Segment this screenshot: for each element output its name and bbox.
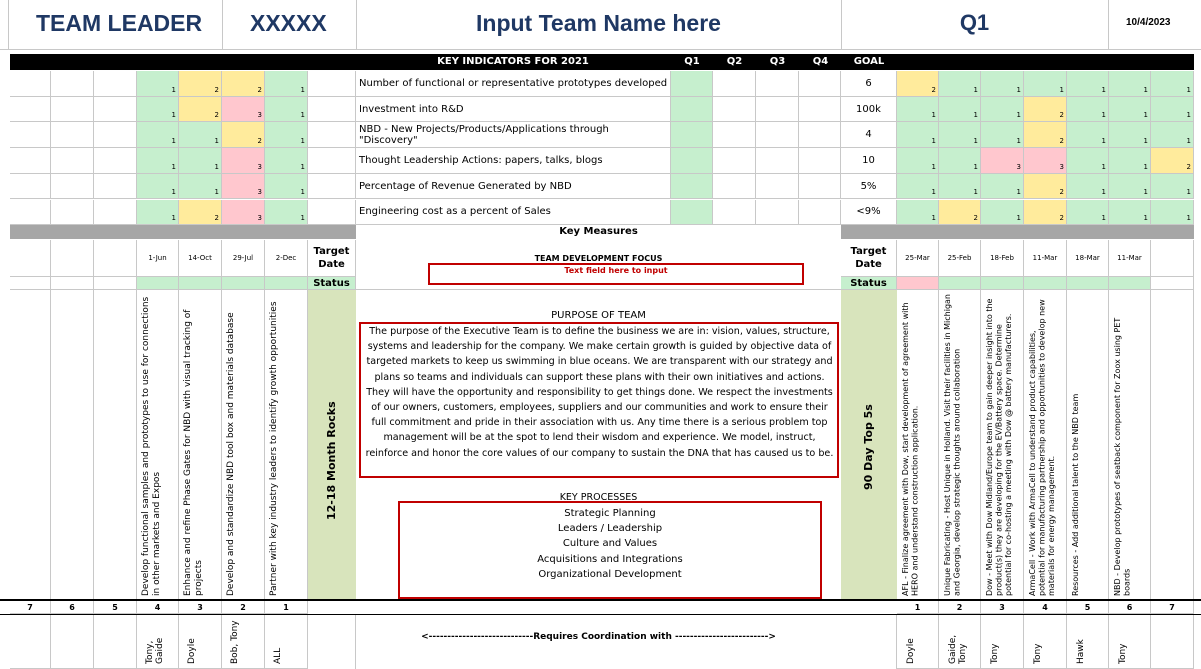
kpi-quarter-cell[interactable] <box>756 148 799 174</box>
kpi-right-cell[interactable]: 1 <box>1151 200 1194 226</box>
left-owner-text[interactable]: Bob, Tony <box>230 620 240 664</box>
left-status-cell[interactable] <box>179 277 222 290</box>
left-number-cell: 3 <box>179 601 222 614</box>
kpi-quarter-cell[interactable] <box>799 71 841 97</box>
kpi-goal-value: <9% <box>841 200 897 226</box>
right-owner-text[interactable]: Tony <box>1118 643 1128 664</box>
kpi-left-cell[interactable] <box>51 148 94 174</box>
left-owner-cell[interactable] <box>51 615 94 669</box>
left-date-cell[interactable]: 29-Jul <box>222 240 265 277</box>
kpi-left-cell[interactable]: 3 <box>222 97 265 123</box>
left-owner-cell[interactable] <box>94 615 137 669</box>
kpi-left-cell[interactable]: 1 <box>137 97 179 123</box>
left-date-cell[interactable]: 1-Jun <box>137 240 179 277</box>
kpi-q1: Q1 <box>684 56 700 67</box>
kpi-goal-value: 100k <box>841 97 897 123</box>
kpi-right-cell[interactable]: 1 <box>1067 148 1109 174</box>
right-number-cell: 7 <box>1151 601 1194 614</box>
middle-dates-border <box>356 289 841 290</box>
kpi-left-cell[interactable]: 1 <box>137 174 179 200</box>
left-status-cell[interactable] <box>94 277 137 290</box>
kpi-quarter-cell[interactable] <box>799 148 841 174</box>
right-top5-text: Dow - Meet with Dow Midland/Europe team to gain deeper insight into the product(s) they are developing for the EV/Battery space. Determine potential for co-hosting a meeting with Dow @ battery manufacturers. <box>985 298 1013 596</box>
right-date-cell[interactable] <box>1151 240 1194 277</box>
left-number-cell: 1 <box>265 601 308 614</box>
kpi-quarter-cell[interactable] <box>713 148 756 174</box>
right-status-cell[interactable] <box>1109 277 1151 290</box>
kpi-left-cell[interactable]: 1 <box>265 174 308 200</box>
kpi-right-cell[interactable]: 1 <box>939 71 981 97</box>
kpi-left-cell[interactable] <box>10 71 51 97</box>
right-owner-cell[interactable] <box>1151 615 1194 669</box>
top5-label: 90 Day Top 5s <box>862 404 875 490</box>
process-item: Acquisitions and Integrations <box>537 553 683 565</box>
kpi-left-cell[interactable] <box>51 200 94 226</box>
kpi-right-cell[interactable]: 1 <box>1151 174 1194 200</box>
kpi-right-cell[interactable]: 1 <box>1024 71 1067 97</box>
kpi-quarter-cell[interactable] <box>713 174 756 200</box>
kpi-right-cell[interactable]: 1 <box>1151 122 1194 148</box>
process-item: Strategic Planning <box>564 508 656 519</box>
kpi-left-cell[interactable]: 1 <box>179 148 222 174</box>
right-number-cell: 5 <box>1067 601 1109 614</box>
kpi-left-cell[interactable]: 2 <box>222 71 265 97</box>
left-status-cell[interactable] <box>265 277 308 290</box>
kpi-quarter-cell[interactable] <box>756 174 799 200</box>
right-status-cell[interactable] <box>1067 277 1109 290</box>
kpi-left-blank <box>308 122 356 148</box>
right-status-cell[interactable] <box>981 277 1024 290</box>
kpi-left-cell[interactable] <box>10 174 51 200</box>
left-owner-text[interactable]: Doyle <box>187 638 197 664</box>
left-status-cell[interactable] <box>222 277 265 290</box>
kpi-left-blank <box>308 200 356 226</box>
kpi-right-cell[interactable]: 2 <box>1024 122 1067 148</box>
kpi-left-cell[interactable] <box>10 122 51 148</box>
right-number-cell: 6 <box>1109 601 1151 614</box>
focus-input-text[interactable]: Text field here to input <box>564 266 668 275</box>
kpi-left-cell[interactable]: 1 <box>265 148 308 174</box>
right-number-cell: 3 <box>981 601 1024 614</box>
kpi-left-cell[interactable]: 2 <box>179 200 222 226</box>
kpi-right-cell[interactable]: 1 <box>939 148 981 174</box>
kpi-quarter-cell[interactable] <box>756 71 799 97</box>
kpi-goal-value: 5% <box>841 174 897 200</box>
kpi-right-cell[interactable]: 2 <box>1024 174 1067 200</box>
target-date-right: Target Date <box>841 240 897 277</box>
right-top5-text: Resources - Add additional talent to the NBD team <box>1071 393 1080 596</box>
kpi-quarter-cell[interactable] <box>671 200 713 226</box>
left-number-cell: 4 <box>137 601 179 614</box>
left-number-cell: 7 <box>10 601 51 614</box>
kpi-goal-value: 6 <box>841 71 897 97</box>
kpi-label: Number of functional or representative prototypes developed <box>356 71 671 97</box>
kpi-goal: GOAL <box>853 56 885 67</box>
kpi-quarter-cell[interactable] <box>713 122 756 148</box>
left-owner-cell[interactable] <box>10 615 51 669</box>
kpi-left-cell[interactable] <box>10 148 51 174</box>
kpi-left-blank <box>308 71 356 97</box>
right-date-cell[interactable]: 25-Mar <box>897 240 939 277</box>
kpi-left-cell[interactable]: 1 <box>265 122 308 148</box>
left-owner-text[interactable]: Tony, Gaide <box>145 637 165 664</box>
process-item: Leaders / Leadership <box>557 523 663 535</box>
processes-list <box>398 506 822 582</box>
rocks-label: 12-18 Month Rocks <box>325 401 338 520</box>
left-date-cell[interactable] <box>94 240 137 277</box>
right-owner-text[interactable]: Doyle <box>906 638 916 664</box>
kpi-left-cell[interactable]: 1 <box>137 200 179 226</box>
right-number-cell: 2 <box>939 601 981 614</box>
left-date-cell[interactable]: 2-Dec <box>265 240 308 277</box>
kpi-right-cell[interactable]: 1 <box>897 148 939 174</box>
process-item: Organizational Development <box>538 568 682 580</box>
kpi-q2: Q2 <box>726 56 743 67</box>
kpi-right-cell[interactable]: 1 <box>981 71 1024 97</box>
left-number-cell: 6 <box>51 601 94 614</box>
right-top5-text: Unique Fabricating - Host Unique in Holland. Visit their facilities in Michigan and Georgia, develop strategic thoughts around collaboration <box>943 293 962 596</box>
coordination-text: <----------------------------Requires Coordination with -------------------------> <box>421 632 776 642</box>
kpi-label: Percentage of Revenue Generated by NBD <box>356 174 671 200</box>
kpi-left-cell[interactable] <box>94 97 137 123</box>
kpi-left-cell[interactable]: 1 <box>137 122 179 148</box>
kpi-left-cell[interactable]: 1 <box>137 148 179 174</box>
right-status-cell[interactable] <box>1151 277 1194 290</box>
kpi-quarter-cell[interactable] <box>713 97 756 123</box>
left-rock-text: Develop functional samples and prototypes to use for connections in other markets and Expos <box>141 296 162 596</box>
kpi-quarter-cell[interactable] <box>713 200 756 226</box>
kpi-right-cell[interactable]: 1 <box>1109 122 1151 148</box>
kpi-left-cell[interactable]: 1 <box>179 122 222 148</box>
kpi-title: KEY INDICATORS FOR 2021 <box>437 56 589 67</box>
kpi-left-cell[interactable] <box>94 200 137 226</box>
kpi-right-cell[interactable]: 1 <box>1109 200 1151 226</box>
kpi-left-cell[interactable] <box>10 200 51 226</box>
kpi-right-cell[interactable]: 1 <box>981 122 1024 148</box>
kpi-right-cell[interactable]: 2 <box>1024 97 1067 123</box>
kpi-left-cell[interactable] <box>94 148 137 174</box>
kpi-quarter-cell[interactable] <box>671 174 713 200</box>
kpi-right-cell[interactable]: 1 <box>1067 174 1109 200</box>
left-rock-cell[interactable] <box>51 290 94 600</box>
owner-left-blank <box>308 615 356 669</box>
left-status-cell[interactable] <box>51 277 94 290</box>
kpi-quarter-cell[interactable] <box>713 71 756 97</box>
kpi-right-cell[interactable]: 1 <box>981 97 1024 123</box>
kpi-left-cell[interactable]: 1 <box>265 97 308 123</box>
kpi-right-cell[interactable]: 1 <box>1109 174 1151 200</box>
kpi-right-cell[interactable]: 1 <box>1109 97 1151 123</box>
focus-title: TEAM DEVELOPMENT FOCUS <box>534 254 663 263</box>
kpi-right-cell[interactable]: 1 <box>1109 148 1151 174</box>
kpi-left-cell[interactable]: 2 <box>179 97 222 123</box>
kpi-left-cell[interactable]: 2 <box>179 71 222 97</box>
left-number-cell: 5 <box>94 601 137 614</box>
kpi-left-cell[interactable] <box>51 122 94 148</box>
kpi-left-cell[interactable] <box>94 174 137 200</box>
kpi-left-cell[interactable] <box>94 71 137 97</box>
right-top5-text: ArmaCell - Work with ArmaCell to understand product capabilities, potential for manufacturing partnership and opportunities to develop new materials for energy management. <box>1028 299 1056 596</box>
kpi-left-cell[interactable]: 3 <box>222 174 265 200</box>
right-number-cell: 4 <box>1024 601 1067 614</box>
right-owner-text[interactable]: Hawk <box>1076 639 1086 664</box>
kpi-right-cell[interactable]: 1 <box>897 174 939 200</box>
kpi-quarter-cell[interactable] <box>756 122 799 148</box>
kpi-right-cell[interactable]: 1 <box>939 174 981 200</box>
kpi-right-cell[interactable]: 1 <box>897 122 939 148</box>
kpi-left-cell[interactable]: 3 <box>222 148 265 174</box>
kpi-quarter-cell[interactable] <box>671 122 713 148</box>
kpi-right-cell[interactable]: 1 <box>1151 97 1194 123</box>
left-date-cell[interactable] <box>51 240 94 277</box>
kpi-quarter-cell[interactable] <box>671 97 713 123</box>
kpi-label: NBD - New Projects/Products/Applications through "Discovery" <box>356 122 671 148</box>
kpi-right-cell[interactable]: 2 <box>1024 200 1067 226</box>
right-top5-text: AFL - Finalize agreement with Dow, start development of agreement with HERO and understand construction application. <box>901 302 920 596</box>
kpi-quarter-cell[interactable] <box>671 71 713 97</box>
kpi-right-cell[interactable]: 1 <box>1067 122 1109 148</box>
left-owner-text[interactable]: ALL <box>273 647 283 664</box>
kpi-left-blank <box>308 174 356 200</box>
kpi-right-cell[interactable]: 3 <box>981 148 1024 174</box>
kpi-left-cell[interactable]: 1 <box>179 174 222 200</box>
right-status-cell[interactable] <box>939 277 981 290</box>
kpi-right-cell[interactable]: 1 <box>939 122 981 148</box>
kpi-right-cell[interactable]: 1 <box>897 97 939 123</box>
kpi-label: Investment into R&D <box>356 97 671 123</box>
right-date-cell[interactable]: 11-Mar <box>1109 240 1151 277</box>
process-item: Culture and Values <box>562 538 658 550</box>
right-status-cell[interactable] <box>1024 277 1067 290</box>
kpi-q3: Q3 <box>769 56 786 67</box>
kpi-left-cell[interactable]: 2 <box>222 122 265 148</box>
kpi-right-cell[interactable]: 2 <box>939 200 981 226</box>
right-owner-text[interactable]: Tony <box>990 643 1000 664</box>
kpi-right-cell[interactable]: 1 <box>981 200 1024 226</box>
kpi-right-cell[interactable]: 1 <box>1109 71 1151 97</box>
owner-right-blank <box>841 615 897 669</box>
kpi-right-cell[interactable]: 2 <box>897 71 939 97</box>
team-leader-name[interactable]: XXXXX <box>250 10 327 36</box>
kpi-right-cell[interactable]: 3 <box>1024 148 1067 174</box>
kpi-q4: Q4 <box>812 56 829 67</box>
key-measures-label: Key Measures <box>559 226 638 237</box>
kpi-right-cell[interactable]: 1 <box>1067 200 1109 226</box>
right-top5-text: NBD - Develop prototypes of seatback component for Zoox using PET boards <box>1113 317 1132 596</box>
kpi-left-cell[interactable]: 1 <box>137 71 179 97</box>
left-number-cell: 2 <box>222 601 265 614</box>
right-date-cell[interactable]: 11-Mar <box>1024 240 1067 277</box>
kpi-left-cell[interactable]: 3 <box>222 200 265 226</box>
left-rock-cell[interactable] <box>10 290 51 600</box>
right-date-cell[interactable]: 18-Mar <box>1067 240 1109 277</box>
kpi-left-cell[interactable]: 1 <box>265 200 308 226</box>
right-top5-cell[interactable] <box>1151 290 1194 600</box>
left-date-cell[interactable]: 14-Oct <box>179 240 222 277</box>
left-rock-cell[interactable] <box>94 290 137 600</box>
left-status-cell[interactable] <box>137 277 179 290</box>
kpi-quarter-cell[interactable] <box>756 200 799 226</box>
right-owner-text[interactable]: Tony <box>1033 643 1043 664</box>
kpi-quarter-cell[interactable] <box>799 174 841 200</box>
team-leader-label: TEAM LEADER <box>36 10 203 36</box>
kpi-label: Thought Leadership Actions: papers, talks, blogs <box>356 148 671 174</box>
kpi-goal-value: 4 <box>841 122 897 148</box>
kpi-quarter-cell[interactable] <box>671 148 713 174</box>
status-left: Status <box>308 277 356 290</box>
kpi-right-cell[interactable]: 1 <box>939 97 981 123</box>
kpi-right-cell[interactable]: 1 <box>981 174 1024 200</box>
left-status-cell[interactable] <box>10 277 51 290</box>
status-right: Status <box>841 277 897 290</box>
left-rock-text: Enhance and refine Phase Gates for NBD with visual tracking of projects <box>183 309 204 596</box>
kpi-left-cell[interactable] <box>10 97 51 123</box>
kpi-left-cell[interactable] <box>51 174 94 200</box>
right-number-cell: 1 <box>897 601 939 614</box>
kpi-left-cell[interactable] <box>94 122 137 148</box>
left-rock-text: Partner with key industry leaders to identify growth opportunities <box>269 301 279 596</box>
kpi-right-cell[interactable]: 1 <box>1067 71 1109 97</box>
kpi-quarter-cell[interactable] <box>756 97 799 123</box>
kpi-left-cell[interactable] <box>51 97 94 123</box>
kpi-left-cell[interactable]: 1 <box>265 71 308 97</box>
kpi-right-cell[interactable]: 1 <box>1067 97 1109 123</box>
right-date-cell[interactable]: 18-Feb <box>981 240 1024 277</box>
kpi-right-cell[interactable]: 1 <box>1151 71 1194 97</box>
processes-title: KEY PROCESSES <box>559 492 638 503</box>
kpi-left-blank <box>308 97 356 123</box>
purpose-title: PURPOSE OF TEAM <box>551 310 646 321</box>
left-rock-text: Develop and standardize NBD tool box and materials database <box>226 312 236 596</box>
kpi-left-blank <box>308 148 356 174</box>
kpi-quarter-cell[interactable] <box>799 122 841 148</box>
team-name-input[interactable]: Input Team Name here <box>476 10 721 36</box>
kpi-left-cell[interactable] <box>51 71 94 97</box>
target-date-left: Target Date <box>308 240 356 277</box>
kpi-quarter-cell[interactable] <box>799 200 841 226</box>
kpi-label: Engineering cost as a percent of Sales <box>356 200 671 226</box>
kpi-goal-value: 10 <box>841 148 897 174</box>
quarter-label: Q1 <box>959 10 990 35</box>
kpi-right-cell[interactable]: 1 <box>897 200 939 226</box>
kpi-quarter-cell[interactable] <box>799 97 841 123</box>
kpi-right-cell[interactable]: 2 <box>1151 148 1194 174</box>
purpose-text: The purpose of the Executive Team is to define the business we are in: vision, values, structure, systems and leadership for the company. We make certain growth is guided by objective data of targeted markets to keep us swimming in blue oceans. We are transparent with our strategy and plans so teams and individuals can support these plans with their own initiatives and actions. They will have the opportunity and responsibility to get things done. We respect the investments of our owners, customers, employees, suppliers and our communities and work to ensure their full commitment and pride in their association with us. Any time there is a serious problem top management will be at the spot to lend their wisdom and experience. We model, instruct, reinforce and honor the core values of our company to sustain the DNA that has caused us to be. <box>365 326 834 459</box>
right-owner-text[interactable]: Gaide, Tony <box>948 634 968 664</box>
right-date-cell[interactable]: 25-Feb <box>939 240 981 277</box>
left-date-cell[interactable] <box>10 240 51 277</box>
right-status-cell[interactable] <box>897 277 939 290</box>
date-label: 10/4/2023 <box>1126 17 1171 28</box>
